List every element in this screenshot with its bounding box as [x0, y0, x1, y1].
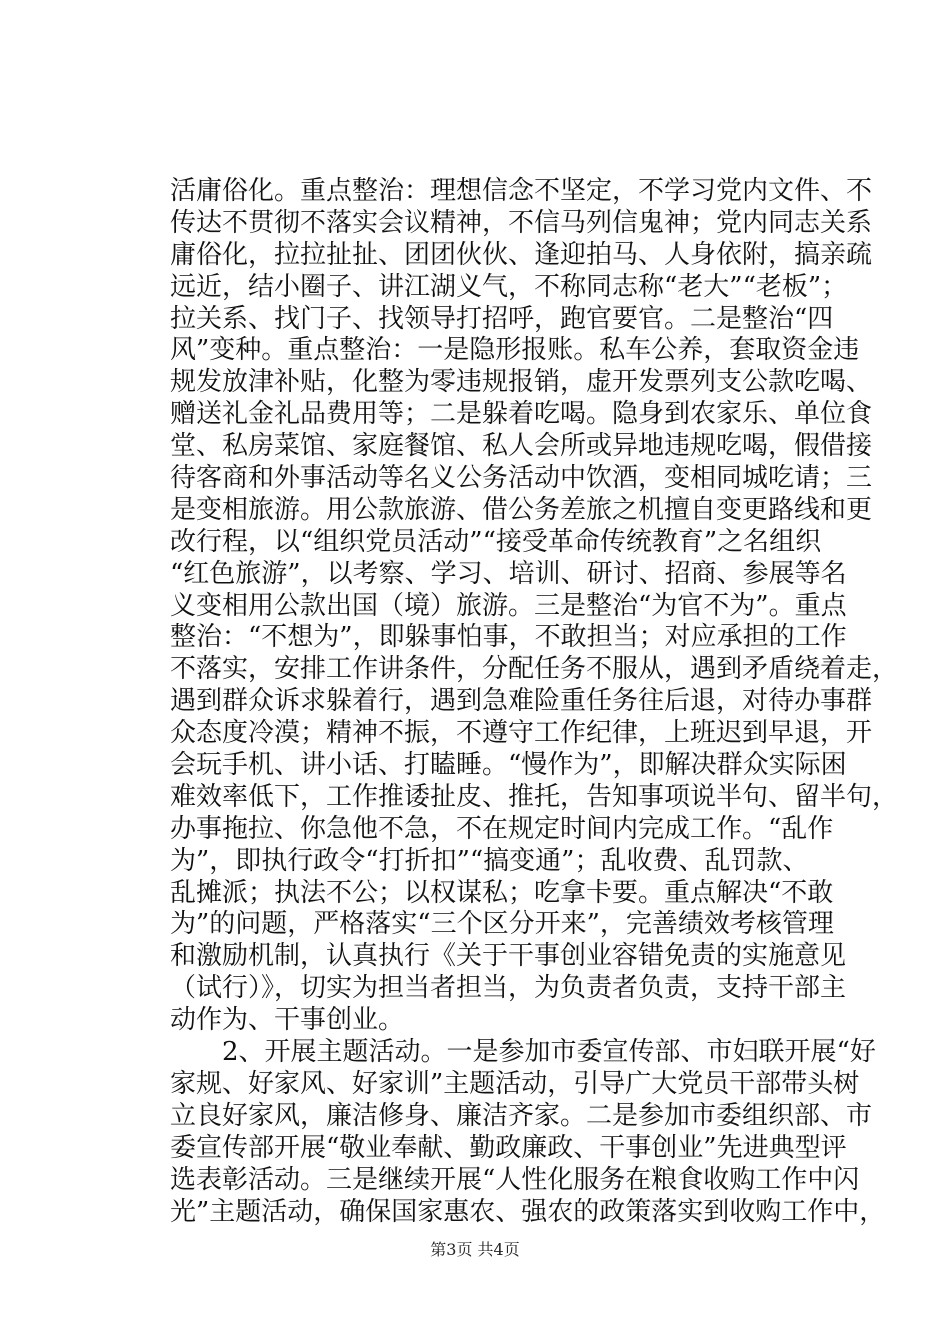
text-line: 义变相用公款出国（境）旅游。三是整治“为官不为”。重点	[170, 590, 847, 621]
text-line: 风”变种。重点整治：一是隐形报账。私车公养，套取资金违	[170, 335, 860, 366]
text-line: “红色旅游”，以考察、学习、培训、研讨、招商、参展等名	[170, 558, 847, 589]
text-line: 是变相旅游。用公款旅游、借公务差旅之机擅自变更路线和更	[170, 494, 873, 525]
paragraph-start-line: 2、开展主题活动。一是参加市委宣传部、市妇联开展“好	[170, 1037, 876, 1068]
text-line: 会玩手机、讲小话、打瞌睡。“慢作为”，即解决群众实际困	[170, 750, 847, 781]
text-line: 庸俗化，拉拉扯扯、团团伙伙、逢迎拍马、人身依附，搞亲疏	[170, 239, 873, 270]
text-line: 远近，结小圈子、讲江湖义气，不称同志称“老大”“老板”；	[170, 271, 848, 302]
text-line: 难效率低下，工作推诿扯皮、推托，告知事项说半句、留半句，	[170, 781, 899, 812]
text-line: 传达不贯彻不落实会议精神，不信马列信鬼神；党内同志关系	[170, 207, 873, 238]
text-line: 赠送礼金礼品费用等；二是躲着吃喝。隐身到农家乐、单位食	[170, 399, 873, 430]
text-line: 改行程，以“组织党员活动”“接受革命传统教育”之名组织	[170, 526, 822, 557]
text-line: 光”主题活动，确保国家惠农、强农的政策落实到收购工作中，	[170, 1196, 886, 1227]
text-line: 待客商和外事活动等名义公务活动中饮酒，变相同城吃请；三	[170, 463, 873, 494]
text-line: 活庸俗化。重点整治：理想信念不坚定，不学习党内文件、不	[170, 176, 873, 206]
text-line: 委宣传部开展“敬业奉献、勤政廉政、干事创业”先进典型评	[170, 1132, 847, 1163]
text-line: 拉关系、找门子、找领导打招呼，跑官要官。二是整治“四	[170, 303, 834, 334]
text-line: 众态度冷漠；精神不振，不遵守工作纪律，上班迟到早退，开	[170, 718, 873, 749]
page-number-footer: 第3页 共4页	[430, 1240, 520, 1259]
text-line: 为”，即执行政令“打折扣”“搞变通”；乱收费、乱罚款、	[170, 845, 809, 876]
text-line: （试行）》，切实为担当者担当，为负责者负责，支持干部主	[170, 973, 847, 1004]
text-line: 家规、好家风、好家训”主题活动，引导广大党员干部带头树	[170, 1068, 860, 1099]
text-line: 动作为、干事创业。	[170, 1005, 405, 1036]
text-line: 和激励机制，认真执行《关于干事创业容错免责的实施意见	[170, 941, 847, 972]
text-line: 立良好家风，廉洁修身、廉洁齐家。二是参加市委组织部、市	[170, 1100, 873, 1131]
text-line: 乱摊派；执法不公；以权谋私；吃拿卡要。重点解决“不敢	[170, 877, 834, 908]
text-line: 堂、私房菜馆、家庭餐馆、私人会所或异地违规吃喝，假借接	[170, 431, 873, 462]
text-line: 规发放津补贴，化整为零违规报销，虚开发票列支公款吃喝、	[170, 367, 873, 398]
text-line: 不落实，安排工作讲条件，分配任务不服从，遇到矛盾绕着走，	[170, 654, 899, 685]
text-line: 整治：“不想为”，即躲事怕事，不敢担当；对应承担的工作	[170, 622, 847, 653]
text-line: 遇到群众诉求躲着行，遇到急难险重任务往后退，对待办事群	[170, 686, 873, 717]
document-body	[170, 176, 899, 1228]
text-line: 为”的问题，严格落实“三个区分开来”，完善绩效考核管理	[170, 909, 834, 940]
text-line: 选表彰活动。三是继续开展“人性化服务在粮食收购工作中闪	[170, 1164, 860, 1195]
text-line: 办事拖拉、你急他不急，不在规定时间内完成工作。“乱作	[170, 813, 834, 844]
